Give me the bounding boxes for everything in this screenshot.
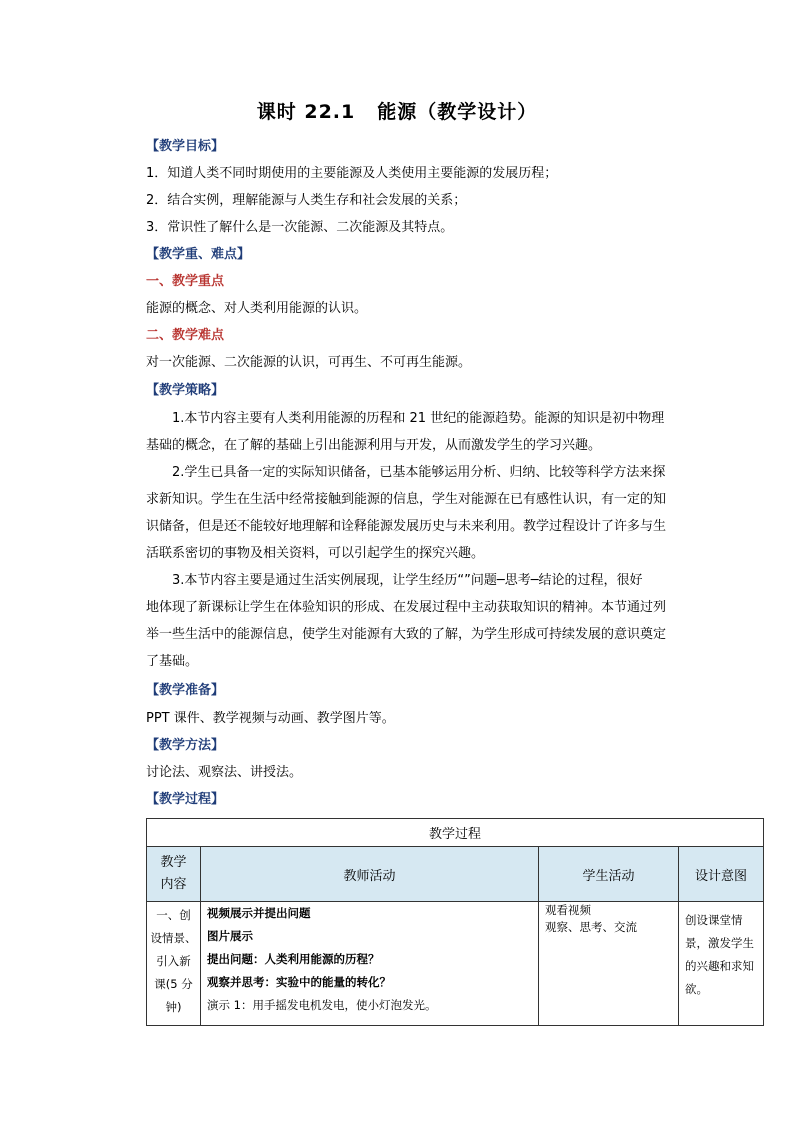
- preparation-text: PPT 课件、教学视频与动画、教学图片等。: [146, 711, 395, 726]
- cell-teacher-activity: [201, 902, 539, 1026]
- cell-line: 课(5 分: [154, 977, 193, 991]
- paragraph-line: 识储备，但是还不能较好地理解和诠释能源发展历史与未来利用。教学过程设计了许多与生: [146, 519, 667, 534]
- header-content-line: 内容: [160, 877, 187, 892]
- header-teacher-activity: 教师活动: [201, 847, 539, 902]
- table-caption: 教学过程: [147, 819, 764, 847]
- cell-line: 提出问题：人类利用能源的历程？: [207, 952, 380, 966]
- objective-item: 1．知道人类不同时期使用的主要能源及人类使用主要能源的发展历程；: [146, 166, 558, 181]
- methods-heading: 【教学方法】: [146, 738, 225, 753]
- cell-line: 钟): [165, 1000, 182, 1014]
- objectives-heading: 【教学目标】: [146, 139, 225, 154]
- methods-text: 讨论法、观察法、讲授法。: [146, 765, 303, 780]
- paragraph-line: 2.学生已具备一定的实际知识储备，已基本能够运用分析、归纳、比较等科学方法来探: [172, 465, 666, 480]
- header-design-intent: 设计意图: [679, 847, 764, 902]
- cell-line: 观看视频: [545, 903, 591, 917]
- title-lesson-number: 课时 22.1: [256, 101, 356, 123]
- paragraph-line: 3.本节内容主要是通过生活实例展现，让学生经历“”问题─思考─结论的过程，很好: [172, 573, 643, 588]
- objective-item: 3．常识性了解什么是一次能源、二次能源及其特点。: [146, 220, 454, 235]
- table-row: [147, 902, 764, 1026]
- preparation-heading: 【教学准备】: [146, 683, 225, 698]
- cell-line: 引入新: [156, 954, 191, 968]
- key-point-text: 能源的概念、对人类利用能源的认识。: [146, 301, 368, 316]
- process-heading: 【教学过程】: [146, 792, 225, 807]
- cell-line: 设情景、: [150, 931, 197, 945]
- objective-item: 2．结合实例，理解能源与人类生存和社会发展的关系；: [146, 193, 467, 208]
- header-content: [147, 847, 201, 902]
- header-student-activity: 学生活动: [539, 847, 679, 902]
- difficulty-label: 二、教学难点: [146, 328, 225, 343]
- page-title: [0, 97, 794, 124]
- cell-line: 演示 1：用手摇发电机发电，使小灯泡发光。: [207, 998, 437, 1012]
- cell-line: 视频展示并提出问题: [207, 906, 311, 920]
- header-content-line: 教学: [160, 855, 187, 870]
- strategy-paragraph-1: [146, 405, 676, 459]
- title-topic: 能源（教学设计）: [377, 101, 538, 123]
- cell-design-intent: 创设课堂情景，激发学生的兴趣和求知欲。: [679, 902, 764, 1026]
- paragraph-line: 举一些生活中的能源信息，使学生对能源有大致的了解，为学生形成可持续发展的意识奠定: [146, 627, 667, 642]
- cell-line: 一、创: [156, 908, 191, 922]
- paragraph-line: 基础的概念，在了解的基础上引出能源利用与开发，从而激发学生的学习兴趣。: [146, 438, 602, 453]
- cell-line: 图片展示: [207, 929, 253, 943]
- cell-student-activity: [539, 902, 679, 1026]
- strategy-paragraph-3: [146, 567, 676, 675]
- paragraph-line: 求新知识。学生在生活中经常接触到能源的信息，学生对能源在已有感性认识，有一定的知: [146, 492, 667, 507]
- paragraph-line: 了基础。: [146, 654, 199, 669]
- process-table: [146, 818, 764, 1026]
- cell-line: 观察并思考：实验中的能量的转化？: [207, 975, 391, 989]
- paragraph-line: 地体现了新课标让学生在体验知识的形成、在发展过程中主动获取知识的精神。本节通过列: [146, 600, 667, 615]
- table-header-row: [147, 847, 764, 902]
- strategy-heading: 【教学策略】: [146, 383, 225, 398]
- strategy-paragraph-2: [146, 459, 676, 567]
- keypoints-heading: 【教学重、难点】: [146, 247, 251, 262]
- cell-line: 观察、思考、交流: [545, 920, 637, 934]
- difficulty-text: 对一次能源、二次能源的认识，可再生、不可再生能源。: [146, 355, 472, 370]
- cell-content: [147, 902, 201, 1026]
- paragraph-line: 活联系密切的事物及相关资料，可以引起学生的探究兴趣。: [146, 546, 485, 561]
- paragraph-line: 1.本节内容主要有人类利用能源的历程和 21 世纪的能源趋势。能源的知识是初中物理: [172, 411, 665, 426]
- key-point-label: 一、教学重点: [146, 274, 225, 289]
